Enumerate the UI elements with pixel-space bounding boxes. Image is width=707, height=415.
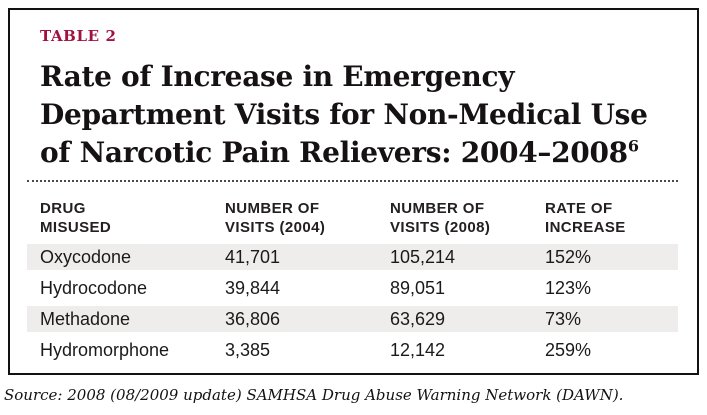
table-row-hydrocodone [27, 273, 678, 304]
figure-title-line-3 [40, 134, 673, 172]
visits-2008-value: 63,629 [390, 308, 446, 329]
source-citation: Source: 2008 (08/2009 update) SAMHSA Drug Abuse Warning Network (DAWN). [4, 386, 624, 404]
visits-2008-value: 89,051 [390, 278, 446, 298]
rate-of-increase-value: 73% [545, 308, 582, 329]
column-header-text: VISITS (2004) [225, 219, 326, 236]
column-header-row [27, 199, 678, 237]
table-figure [8, 8, 699, 375]
dotted-divider [27, 180, 678, 182]
column-header-text: INCREASE [545, 219, 626, 236]
table-label: TABLE 2 [40, 27, 117, 45]
rate-of-increase-value: 259% [545, 340, 592, 360]
drug-name: Oxycodone [40, 246, 132, 267]
drug-name: Hydrocodone [40, 278, 148, 298]
column-header-text: MISUSED [40, 219, 112, 236]
figure-title-line-3-text: of Narcotic Pain Relievers: 2004–2008 [40, 136, 628, 169]
visits-2004-value: 3,385 [225, 340, 271, 360]
column-header-visits-2004 [225, 199, 390, 237]
footnote-reference: 6 [627, 136, 639, 156]
column-header-drug-misused [27, 199, 225, 237]
column-header-text: RATE OF [545, 200, 613, 217]
drug-name: Methadone [40, 308, 131, 329]
visits-2004-value: 41,701 [225, 246, 281, 267]
table-row-methadone [27, 304, 678, 335]
column-header-rate-of-increase [545, 199, 678, 237]
figure-title-line-1: Rate of Increase in Emergency [40, 60, 515, 93]
table-row-oxycodone [27, 242, 678, 273]
visits-2004-value: 36,806 [225, 308, 281, 329]
data-table [27, 199, 678, 366]
visits-2008-value: 105,214 [390, 246, 456, 267]
column-header-text: NUMBER OF [225, 200, 320, 217]
column-header-visits-2008 [390, 199, 545, 237]
rate-of-increase-value: 152% [545, 246, 592, 267]
column-header-text: NUMBER OF [390, 200, 485, 217]
table-body [27, 242, 678, 366]
drug-name: Hydromorphone [40, 340, 170, 360]
column-header-text: VISITS (2008) [390, 219, 491, 236]
column-header-text: DRUG [40, 200, 86, 217]
figure-title [40, 58, 673, 172]
table-row-hydromorphone [27, 335, 678, 366]
rate-of-increase-value: 123% [545, 278, 592, 298]
visits-2004-value: 39,844 [225, 278, 281, 298]
visits-2008-value: 12,142 [390, 340, 446, 360]
figure-title-line-2: Department Visits for Non-Medical Use [40, 98, 648, 131]
